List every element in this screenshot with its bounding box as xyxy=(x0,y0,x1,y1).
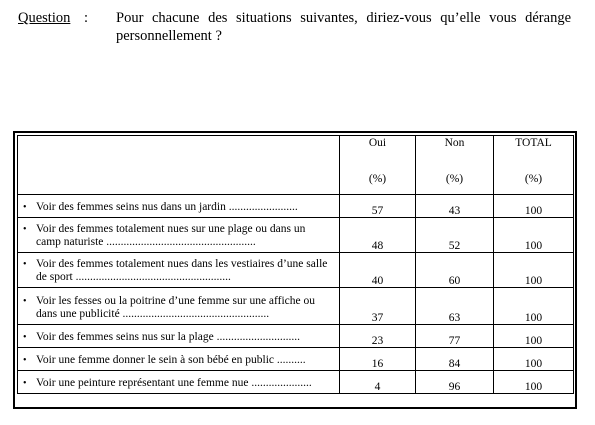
header-total xyxy=(494,136,574,195)
table-row xyxy=(18,195,574,218)
row-non-value: 60 xyxy=(416,253,494,288)
header-non-unit: (%) xyxy=(445,173,464,185)
header-oui-label: Oui xyxy=(368,137,387,149)
row-non-value: 77 xyxy=(416,325,494,348)
row-total-value: 100 xyxy=(494,218,574,253)
row-item-text: Voir une peinture représentant une femme nue ..................... xyxy=(36,377,312,389)
header-empty-cell xyxy=(18,136,340,195)
row-item-text: Voir des femmes seins nus sur la plage ............................. xyxy=(36,331,300,343)
table-row xyxy=(18,253,574,288)
bullet-icon: • xyxy=(23,202,27,213)
row-oui-value: 40 xyxy=(340,253,416,288)
row-item-cell xyxy=(18,288,340,325)
row-total-value: 100 xyxy=(494,348,574,371)
bullet-icon: • xyxy=(23,332,27,343)
question-colon: : xyxy=(84,10,89,26)
row-oui-value: 57 xyxy=(340,195,416,218)
row-non-value: 63 xyxy=(416,288,494,325)
header-total-unit: (%) xyxy=(524,173,543,185)
row-total-value: 100 xyxy=(494,288,574,325)
results-table-frame xyxy=(13,131,577,409)
row-total-value: 100 xyxy=(494,325,574,348)
row-non-value: 96 xyxy=(416,371,494,394)
row-item-cell xyxy=(18,371,340,394)
header-oui xyxy=(340,136,416,195)
row-non-value: 84 xyxy=(416,348,494,371)
row-oui-value: 16 xyxy=(340,348,416,371)
table-row xyxy=(18,371,574,394)
header-row xyxy=(18,136,574,195)
header-non xyxy=(416,136,494,195)
row-total-value: 100 xyxy=(494,195,574,218)
row-item-cell xyxy=(18,195,340,218)
row-total-value: 100 xyxy=(494,371,574,394)
header-total-label: TOTAL xyxy=(515,137,552,149)
row-oui-value: 48 xyxy=(340,218,416,253)
bullet-icon: • xyxy=(23,259,27,270)
table-row xyxy=(18,288,574,325)
row-non-value: 43 xyxy=(416,195,494,218)
row-item-text: Voir des femmes totalement nues sur une plage ou dans un camp naturiste .................................................... xyxy=(36,223,306,248)
row-item-text: Voir des femmes totalement nues dans les vestiaires d’une salle de sport ...................................................... xyxy=(36,258,328,283)
bullet-icon: • xyxy=(23,378,27,389)
row-oui-value: 37 xyxy=(340,288,416,325)
row-total-value: 100 xyxy=(494,253,574,288)
table-row xyxy=(18,348,574,371)
question-text: Pour chacune des situations suivantes, diriez-vous qu’elle vous dérange personnellement ? xyxy=(116,10,571,44)
header-oui-unit: (%) xyxy=(368,173,387,185)
row-item-cell xyxy=(18,218,340,253)
row-non-value: 52 xyxy=(416,218,494,253)
bullet-icon: • xyxy=(23,224,27,235)
row-oui-value: 23 xyxy=(340,325,416,348)
row-oui-value: 4 xyxy=(340,371,416,394)
table-row xyxy=(18,218,574,253)
table-row xyxy=(18,325,574,348)
header-non-label: Non xyxy=(444,137,465,149)
results-table xyxy=(17,135,574,394)
row-item-text: Voir une femme donner le sein à son bébé en public .......... xyxy=(36,354,306,366)
row-item-cell xyxy=(18,325,340,348)
bullet-icon: • xyxy=(23,296,27,307)
row-item-cell xyxy=(18,253,340,288)
bullet-icon: • xyxy=(23,355,27,366)
row-item-cell xyxy=(18,348,340,371)
question-label: Question xyxy=(18,10,71,26)
row-item-text: Voir des femmes seins nus dans un jardin ........................ xyxy=(36,201,298,213)
row-item-text: Voir les fesses ou la poitrine d’une femme sur une affiche ou dans une publicité ................................................... xyxy=(36,295,316,320)
